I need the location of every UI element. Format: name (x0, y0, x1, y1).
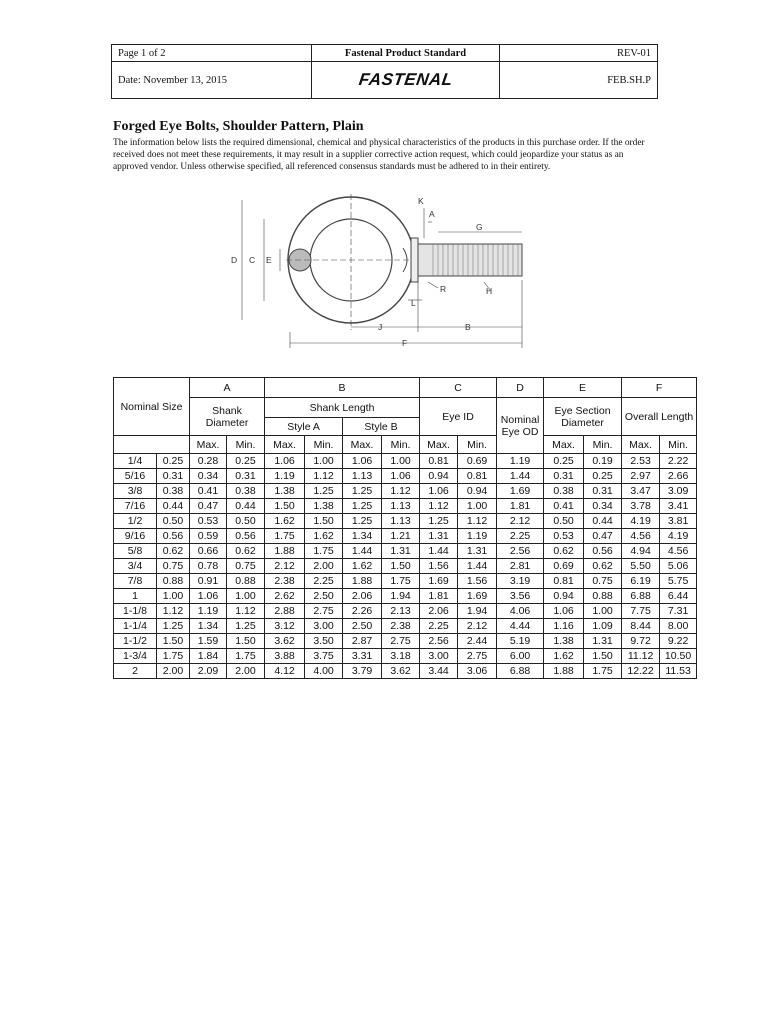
page-number: Page 1 of 2 (112, 45, 312, 62)
table-cell: 0.47 (584, 529, 622, 544)
table-cell: 1.31 (584, 634, 622, 649)
table-cell: 1.84 (190, 649, 227, 664)
table-cell: 1.31 (382, 544, 420, 559)
table-cell: 2.22 (660, 454, 697, 469)
label-l: L (411, 298, 416, 308)
table-cell: 0.69 (458, 454, 497, 469)
table-cell: 1.25 (420, 514, 458, 529)
table-cell: 1.88 (265, 544, 305, 559)
table-cell: 1.38 (544, 634, 584, 649)
table-cell: 1/4 (114, 454, 157, 469)
table-cell: 7/16 (114, 499, 157, 514)
table-cell: 7/8 (114, 574, 157, 589)
label-j: J (378, 322, 383, 332)
header-max: Max. (544, 436, 584, 454)
header-letter-a: A (190, 378, 265, 398)
table-cell: 0.94 (420, 469, 458, 484)
header-shank-length: Shank Length (265, 398, 420, 418)
table-cell: 1.88 (544, 664, 584, 679)
table-cell: 3.79 (343, 664, 382, 679)
header-max: Max. (622, 436, 660, 454)
table-cell: 1.69 (420, 574, 458, 589)
table-cell: 2.38 (382, 619, 420, 634)
table-cell: 0.62 (157, 544, 190, 559)
table-cell: 1.12 (382, 484, 420, 499)
table-cell: 2.12 (497, 514, 544, 529)
table-cell: 1.44 (497, 469, 544, 484)
table-cell: 1.62 (305, 529, 343, 544)
table-row (114, 604, 697, 619)
header-letter-f: F (622, 378, 697, 398)
header-style-a: Style A (265, 418, 343, 436)
table-cell: 2.06 (420, 604, 458, 619)
table-cell: 11.53 (660, 664, 697, 679)
table-cell: 3/8 (114, 484, 157, 499)
table-cell: 1-1/8 (114, 604, 157, 619)
table-cell: 1.75 (382, 574, 420, 589)
table-cell: 1.06 (190, 589, 227, 604)
shank (418, 244, 522, 276)
table-cell: 0.91 (190, 574, 227, 589)
table-cell: 1.62 (544, 649, 584, 664)
table-cell: 2.00 (305, 559, 343, 574)
table-cell: 1-1/2 (114, 634, 157, 649)
table-cell: 0.56 (227, 529, 265, 544)
header-min: Min. (660, 436, 697, 454)
table-cell: 1.06 (343, 454, 382, 469)
table-cell: 2.13 (382, 604, 420, 619)
table-cell: 0.50 (227, 514, 265, 529)
table-cell: 1.19 (458, 529, 497, 544)
label-a: A (429, 209, 435, 219)
header-nominal-size: Nominal Size (114, 378, 190, 436)
table-cell: 1.31 (458, 544, 497, 559)
page-title: Forged Eye Bolts, Shoulder Pattern, Plain (113, 119, 364, 134)
table-cell: 2.75 (305, 604, 343, 619)
table-cell: 0.75 (584, 574, 622, 589)
document-code: FEB.SH.P (500, 62, 658, 99)
table-cell: 0.31 (544, 469, 584, 484)
table-row (114, 514, 697, 529)
table-cell: 1.12 (305, 469, 343, 484)
table-cell: 0.53 (190, 514, 227, 529)
table-cell: 0.62 (584, 559, 622, 574)
header-min: Min. (584, 436, 622, 454)
table-cell: 8.00 (660, 619, 697, 634)
header-nominal-blank (114, 436, 190, 454)
table-cell: 2.25 (497, 529, 544, 544)
table-cell: 1.13 (382, 514, 420, 529)
logo-text: FASTENAL (357, 70, 454, 89)
table-cell: 1.62 (265, 514, 305, 529)
table-cell: 1.44 (458, 559, 497, 574)
header-letter-c: C (420, 378, 497, 398)
table-cell: 6.44 (660, 589, 697, 604)
table-cell: 12.22 (622, 664, 660, 679)
table-cell: 0.28 (190, 454, 227, 469)
table-cell: 0.38 (227, 484, 265, 499)
table-cell: 2.38 (265, 574, 305, 589)
table-cell: 0.25 (544, 454, 584, 469)
table-cell: 0.41 (544, 499, 584, 514)
table-cell: 1.50 (382, 559, 420, 574)
table-cell: 1.21 (382, 529, 420, 544)
table-cell: 2.66 (660, 469, 697, 484)
header-letter-e: E (544, 378, 622, 398)
table-cell: 0.81 (544, 574, 584, 589)
table-cell: 1.25 (343, 484, 382, 499)
table-cell: 1.00 (584, 604, 622, 619)
label-b: B (465, 322, 471, 332)
table-cell: 1.88 (343, 574, 382, 589)
table-cell: 2.81 (497, 559, 544, 574)
label-f: F (402, 338, 408, 348)
table-cell: 1.12 (420, 499, 458, 514)
table-cell: 1.81 (497, 499, 544, 514)
table-cell: 1.38 (265, 484, 305, 499)
table-cell: 3.18 (382, 649, 420, 664)
table-cell: 0.38 (157, 484, 190, 499)
header-max: Max. (190, 436, 227, 454)
table-cell: 1.50 (227, 634, 265, 649)
table-cell: 0.94 (458, 484, 497, 499)
table-row (114, 544, 697, 559)
table-cell: 1.44 (420, 544, 458, 559)
table-cell: 1.34 (343, 529, 382, 544)
table-cell: 4.56 (622, 529, 660, 544)
table-cell: 0.88 (584, 589, 622, 604)
table-cell: 2.88 (265, 604, 305, 619)
table-cell: 1.06 (544, 604, 584, 619)
label-d: D (231, 255, 238, 265)
table-cell: 2.53 (622, 454, 660, 469)
label-e: E (266, 255, 272, 265)
table-cell: 4.94 (622, 544, 660, 559)
table-cell: 2.62 (265, 589, 305, 604)
document-date: Date: November 13, 2015 (112, 62, 312, 99)
table-cell: 3.00 (420, 649, 458, 664)
table-cell: 0.31 (157, 469, 190, 484)
table-cell: 0.56 (157, 529, 190, 544)
table-cell: 2.56 (497, 544, 544, 559)
table-cell: 3.50 (305, 634, 343, 649)
table-cell: 1.06 (382, 469, 420, 484)
table-cell: 0.44 (157, 499, 190, 514)
table-cell: 2.44 (458, 634, 497, 649)
table-cell: 0.81 (420, 454, 458, 469)
label-g: G (476, 222, 483, 232)
table-cell: 2.26 (343, 604, 382, 619)
table-cell: 3.78 (622, 499, 660, 514)
table-cell: 1.13 (343, 469, 382, 484)
header-letter-b: B (265, 378, 420, 398)
table-cell: 2.97 (622, 469, 660, 484)
table-cell: 7.31 (660, 604, 697, 619)
table-cell: 1.25 (227, 619, 265, 634)
table-cell: 0.88 (157, 574, 190, 589)
table-cell: 1.69 (497, 484, 544, 499)
table-cell: 1-1/4 (114, 619, 157, 634)
header-min: Min. (227, 436, 265, 454)
table-cell: 3/4 (114, 559, 157, 574)
table-cell: 3.41 (660, 499, 697, 514)
table-cell: 3.81 (660, 514, 697, 529)
table-cell: 1.75 (265, 529, 305, 544)
shoulder (411, 238, 418, 282)
table-cell: 1 (114, 589, 157, 604)
table-cell: 3.00 (305, 619, 343, 634)
label-k: K (418, 196, 424, 206)
table-cell: 4.56 (660, 544, 697, 559)
table-cell: 0.38 (544, 484, 584, 499)
table-cell: 4.44 (497, 619, 544, 634)
table-cell: 2.00 (157, 664, 190, 679)
table-cell: 2.75 (458, 649, 497, 664)
table-cell: 1.94 (382, 589, 420, 604)
header-max: Max. (343, 436, 382, 454)
table-cell: 3.12 (265, 619, 305, 634)
table-cell: 1.12 (227, 604, 265, 619)
table-cell: 0.44 (227, 499, 265, 514)
table-cell: 5.06 (660, 559, 697, 574)
table-cell: 0.25 (227, 454, 265, 469)
table-cell: 8.44 (622, 619, 660, 634)
table-cell: 9.72 (622, 634, 660, 649)
dimensions-table-body (114, 454, 697, 679)
table-cell: 9/16 (114, 529, 157, 544)
table-cell: 1/2 (114, 514, 157, 529)
table-cell: 9.22 (660, 634, 697, 649)
header-max: Max. (265, 436, 305, 454)
table-cell: 2.50 (343, 619, 382, 634)
table-cell: 6.00 (497, 649, 544, 664)
table-cell: 1.75 (157, 649, 190, 664)
table-row (114, 469, 697, 484)
table-cell: 1.19 (497, 454, 544, 469)
table-cell: 1.81 (420, 589, 458, 604)
table-cell: 0.56 (584, 544, 622, 559)
table-row (114, 664, 697, 679)
table-cell: 0.25 (157, 454, 190, 469)
table-cell: 0.81 (458, 469, 497, 484)
header-overall-length: Overall Length (622, 398, 697, 436)
table-cell: 1.13 (382, 499, 420, 514)
table-cell: 0.75 (227, 559, 265, 574)
table-cell: 1.50 (157, 634, 190, 649)
table-cell: 1.56 (458, 574, 497, 589)
table-cell: 4.19 (660, 529, 697, 544)
table-cell: 0.53 (544, 529, 584, 544)
table-cell: 5/16 (114, 469, 157, 484)
table-row (114, 649, 697, 664)
table-cell: 4.19 (622, 514, 660, 529)
table-cell: 5/8 (114, 544, 157, 559)
table-cell: 1.62 (343, 559, 382, 574)
table-cell: 11.12 (622, 649, 660, 664)
table-cell: 3.31 (343, 649, 382, 664)
table-cell: 6.88 (497, 664, 544, 679)
table-cell: 3.09 (660, 484, 697, 499)
label-r: R (440, 284, 447, 294)
table-cell: 1.75 (584, 664, 622, 679)
table-row (114, 484, 697, 499)
label-h: H (486, 286, 493, 296)
table-cell: 1.19 (190, 604, 227, 619)
table-cell: 4.06 (497, 604, 544, 619)
table-cell: 3.19 (497, 574, 544, 589)
table-cell: 0.94 (544, 589, 584, 604)
table-cell: 1.75 (227, 649, 265, 664)
header-eye-section-diameter: Eye Section Diameter (544, 398, 622, 436)
table-cell: 2.25 (420, 619, 458, 634)
table-cell: 0.59 (190, 529, 227, 544)
table-cell: 3.62 (265, 634, 305, 649)
table-cell: 1.34 (190, 619, 227, 634)
table-cell: 2.56 (420, 634, 458, 649)
table-cell: 1.50 (584, 649, 622, 664)
table-cell: 1.00 (227, 589, 265, 604)
table-row (114, 529, 697, 544)
table-cell: 1.19 (265, 469, 305, 484)
table-cell: 0.62 (227, 544, 265, 559)
table-cell: 0.66 (190, 544, 227, 559)
table-cell: 0.41 (190, 484, 227, 499)
table-cell: 0.31 (584, 484, 622, 499)
table-row (114, 574, 697, 589)
table-cell: 1.50 (305, 514, 343, 529)
table-cell: 1.06 (420, 484, 458, 499)
header-min: Min. (382, 436, 420, 454)
table-cell: 0.34 (190, 469, 227, 484)
table-cell: 2.12 (265, 559, 305, 574)
table-row (114, 454, 697, 469)
table-row (114, 559, 697, 574)
table-cell: 3.06 (458, 664, 497, 679)
table-cell: 0.44 (584, 514, 622, 529)
intro-paragraph: The information below lists the required dimensional, chemical and physical characteristics of the products in this purchase order. If the order received does not meet these requirements, it may result in a supplier corrective action request, which could jeopardize your status as an approved vendor. Unless otherwise specified, all referenced consensus standards must be adhered to in their entirety. (113, 138, 645, 172)
table-cell: 0.78 (190, 559, 227, 574)
table-cell: 1.38 (305, 499, 343, 514)
table-cell: 6.19 (622, 574, 660, 589)
table-cell: 3.62 (382, 664, 420, 679)
table-cell: 2.09 (190, 664, 227, 679)
table-cell: 2.00 (227, 664, 265, 679)
eye-bolt-diagram (228, 192, 548, 352)
table-cell: 3.44 (420, 664, 458, 679)
table-cell: 0.75 (157, 559, 190, 574)
table-cell: 5.19 (497, 634, 544, 649)
table-cell: 10.50 (660, 649, 697, 664)
table-cell: 0.50 (157, 514, 190, 529)
table-row (114, 619, 697, 634)
table-cell: 1.44 (343, 544, 382, 559)
header-min: Min. (458, 436, 497, 454)
table-cell: 6.88 (622, 589, 660, 604)
table-cell: 2 (114, 664, 157, 679)
table-cell: 0.69 (544, 559, 584, 574)
table-cell: 1.25 (157, 619, 190, 634)
table-cell: 1.75 (305, 544, 343, 559)
table-cell: 1.00 (305, 454, 343, 469)
fastenal-logo (312, 62, 500, 99)
table-cell: 1.25 (305, 484, 343, 499)
header-max: Max. (420, 436, 458, 454)
table-cell: 1-3/4 (114, 649, 157, 664)
table-cell: 1.94 (458, 604, 497, 619)
table-cell: 1.56 (420, 559, 458, 574)
table-cell: 0.47 (190, 499, 227, 514)
table-cell: 1.00 (157, 589, 190, 604)
table-row (114, 499, 697, 514)
revision: REV-01 (500, 45, 658, 62)
table-cell: 1.00 (458, 499, 497, 514)
document-header (111, 44, 658, 99)
standard-name: Fastenal Product Standard (312, 45, 500, 62)
table-cell: 3.47 (622, 484, 660, 499)
table-cell: 3.88 (265, 649, 305, 664)
dimensions-table (113, 377, 697, 679)
table-cell: 2.25 (305, 574, 343, 589)
table-cell: 5.75 (660, 574, 697, 589)
table-cell: 7.75 (622, 604, 660, 619)
table-cell: 5.50 (622, 559, 660, 574)
table-cell: 3.56 (497, 589, 544, 604)
table-cell: 0.19 (584, 454, 622, 469)
header-min: Min. (305, 436, 343, 454)
table-cell: 0.62 (544, 544, 584, 559)
header-style-b: Style B (343, 418, 420, 436)
table-cell: 0.34 (584, 499, 622, 514)
table-cell: 1.00 (382, 454, 420, 469)
table-cell: 1.12 (458, 514, 497, 529)
table-cell: 4.12 (265, 664, 305, 679)
header-eye-id: Eye ID (420, 398, 497, 436)
table-cell: 1.31 (420, 529, 458, 544)
header-shank-diameter: Shank Diameter (190, 398, 265, 436)
table-cell: 1.16 (544, 619, 584, 634)
table-cell: 2.12 (458, 619, 497, 634)
table-cell: 1.25 (343, 514, 382, 529)
header-nominal-eye-od: Nominal Eye OD (497, 398, 544, 454)
table-row (114, 634, 697, 649)
table-cell: 2.50 (305, 589, 343, 604)
table-cell: 2.87 (343, 634, 382, 649)
table-cell: 1.06 (265, 454, 305, 469)
label-c: C (249, 255, 256, 265)
table-cell: 0.50 (544, 514, 584, 529)
table-cell: 1.69 (458, 589, 497, 604)
table-cell: 1.12 (157, 604, 190, 619)
table-cell: 1.59 (190, 634, 227, 649)
table-cell: 0.88 (227, 574, 265, 589)
table-cell: 0.25 (584, 469, 622, 484)
table-cell: 1.09 (584, 619, 622, 634)
table-cell: 2.75 (382, 634, 420, 649)
table-cell: 1.25 (343, 499, 382, 514)
table-cell: 2.06 (343, 589, 382, 604)
table-cell: 4.00 (305, 664, 343, 679)
header-letter-d: D (497, 378, 544, 398)
table-cell: 1.50 (265, 499, 305, 514)
table-row (114, 589, 697, 604)
table-cell: 0.31 (227, 469, 265, 484)
table-cell: 3.75 (305, 649, 343, 664)
